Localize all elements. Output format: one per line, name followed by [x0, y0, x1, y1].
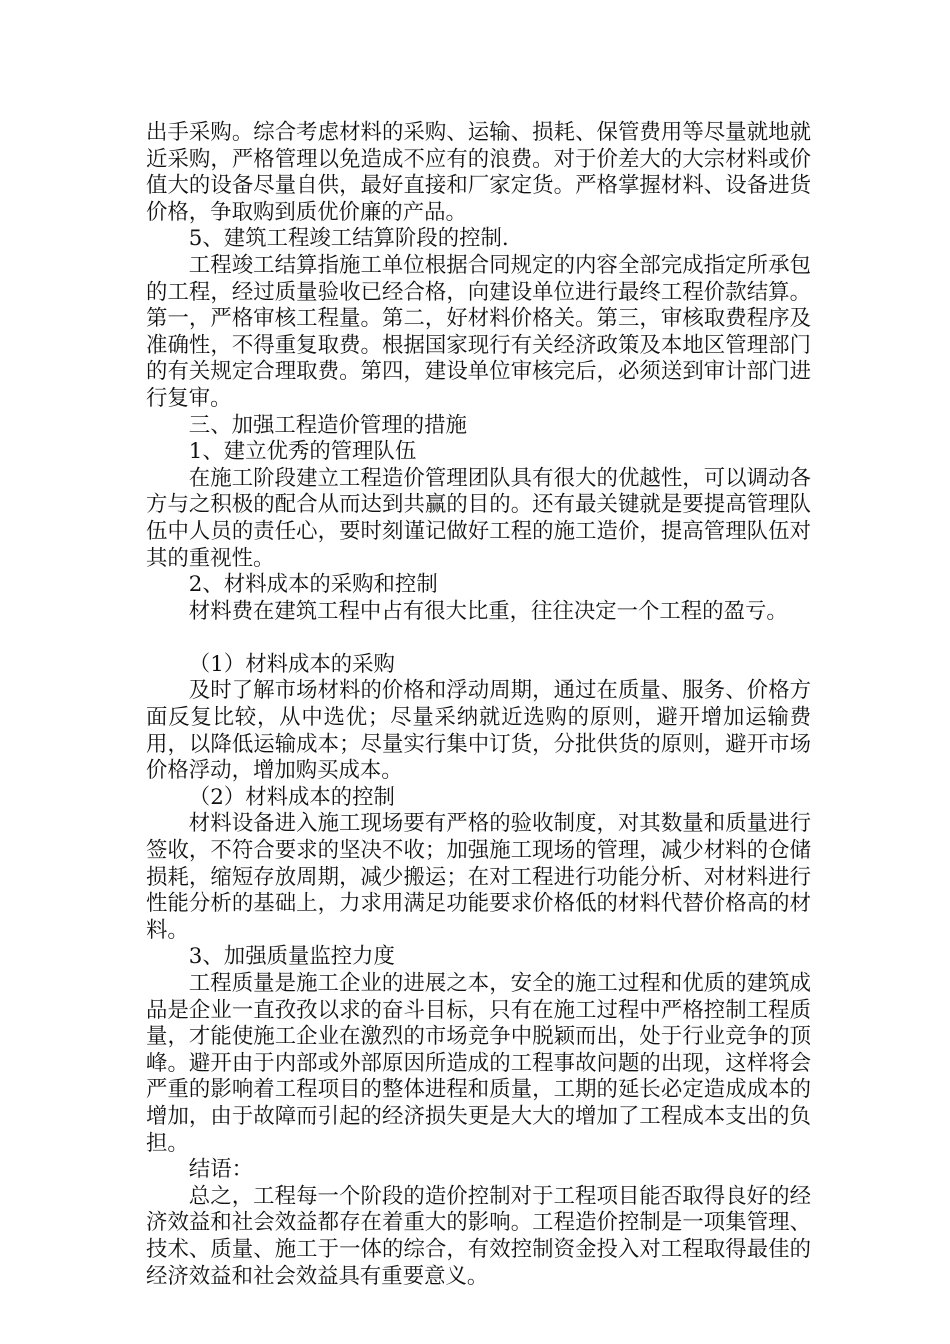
heading-completion-settlement: 5、建筑工程竣工结算阶段的控制.	[188, 226, 509, 252]
paragraph-quality-monitoring: 工程质量是施工企业的进展之本，安全的施工过程和优质的建筑成品是企业一直孜孜以求的奋斗目标，只有在施工过程中严格控制工程质量，才能使施工企业在激烈的市场竞争中脱颖而出，处于行业竞争的顶峰。避开由于内部或外部原因所造成的工程事故问题的出现，这样将会严重的影响着工程项目的整体进程和质量，工期的延长必定造成成本的增加，由于故障而引起的经济损失更是大大的增加了工程成本支出的负担。	[146, 971, 811, 1156]
heading-material-control: （2）材料成本的控制	[188, 784, 395, 810]
heading-material-cost: 2、材料成本的采购和控制	[188, 572, 438, 598]
paragraph-material-control: 材料设备进入施工现场要有严格的验收制度，对其数量和质量进行签收，不符合要求的坚决不收；加强施工现场的管理，减少材料的仓储损耗，缩短存放周期，减少搬运；在对工程进行功能分析、对材料进行性能分析的基础上，力求用满足功能要求价格低的材料代替价格高的材料。	[146, 811, 811, 943]
paragraph-management-team: 在施工阶段建立工程造价管理团队具有很大的优越性，可以调动各方与之积极的配合从而达到共赢的目的。还有最关键就是要提高管理队伍中人员的责任心，要时刻谨记做好工程的施工造价，提高管理队伍对其的重视性。	[146, 465, 811, 571]
paragraph-material-procurement: 及时了解市场材料的价格和浮动周期，通过在质量、服务、价格方面反复比较，从中选优；尽量采纳就近选购的原则，避开增加运输费用，以降低运输成本；尽量实行集中订货，分批供货的原则，避开市场价格浮动，增加购买成本。	[146, 678, 811, 784]
heading-management-measures: 三、加强工程造价管理的措施	[188, 412, 467, 438]
paragraph-material-cost: 材料费在建筑工程中占有很大比重，往往决定一个工程的盈亏。	[188, 598, 788, 624]
paragraph-completion-settlement: 工程竣工结算指施工单位根据合同规定的内容全部完成指定所承包的工程，经过质量验收已经合格，向建设单位进行最终工程价款结算。第一，严格审核工程量。第二，好材料价格关。第三，审核取费程序及准确性，不得重复取费。根据国家现行有关经济政策及本地区管理部门的有关规定合理取费。第四，建设单位审核完后，必须送到审计部门进行复审。	[146, 252, 811, 411]
paragraph-conclusion: 总之，工程每一个阶段的造价控制对于工程项目能否取得良好的经济效益和社会效益都存在着重大的影响。工程造价控制是一项集管理、技术、质量、施工于一体的综合，有效控制资金投入对工程取得最佳的经济效益和社会效益具有重要意义。	[146, 1183, 811, 1289]
heading-quality-monitoring: 3、加强质量监控力度	[188, 944, 395, 970]
heading-material-procurement: （1）材料成本的采购	[188, 651, 395, 677]
document-body	[146, 120, 811, 1290]
heading-management-team: 1、建立优秀的管理队伍	[188, 439, 417, 465]
heading-conclusion: 结语：	[188, 1157, 253, 1183]
paragraph-procurement-continued: 出手采购。综合考虑材料的采购、运输、损耗、保管费用等尽量就地就近采购，严格管理以免造成不应有的浪费。对于价差大的大宗材料或价值大的设备尽量自供，最好直接和厂家定货。严格掌握材料、设备进货价格，争取购到质优价廉的产品。	[146, 120, 811, 225]
paragraph-gap	[146, 625, 811, 652]
